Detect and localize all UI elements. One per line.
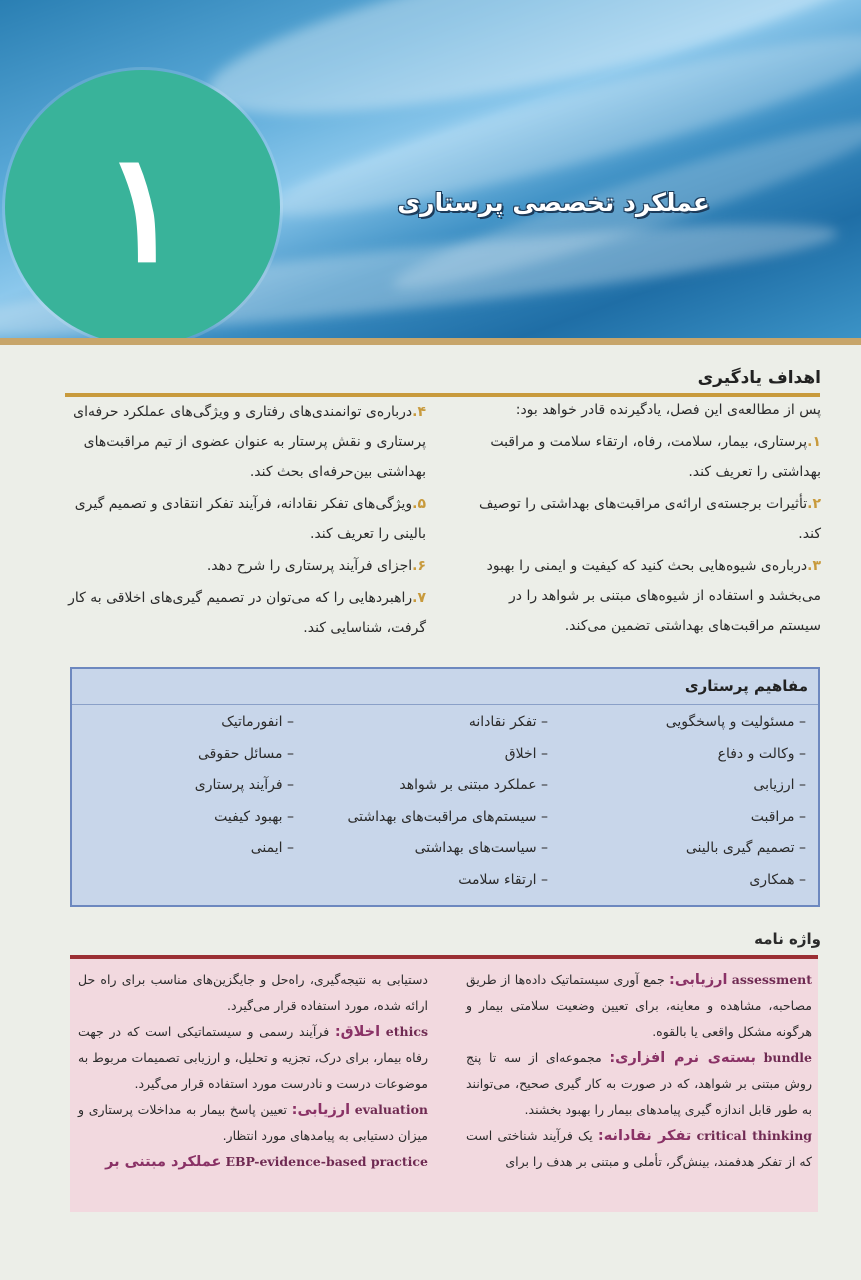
glossary-term-fa: عملکرد مبتنی بر xyxy=(105,1154,222,1170)
objective-number: ۲. xyxy=(807,496,821,512)
concept-item: – مسائل حقوقی xyxy=(198,745,294,762)
objective-text: درباره‌ی شیوه‌هایی بحث کنید که کیفیت و ایمنی را بهبود می‌بخشد و استفاده از شیوه‌های مبتنی بر شواهد را در سیستم مراقبت‌های بهداشتی تضمین می‌کند. xyxy=(486,558,821,634)
objective-item xyxy=(463,489,821,549)
glossary-term-fa: بسته‌ی نرم افزاری: xyxy=(609,1050,756,1066)
objective-number: ۴. xyxy=(412,404,426,420)
concept-item: – همکاری xyxy=(749,871,806,888)
concept-item: – مراقبت xyxy=(750,808,806,825)
objective-item xyxy=(463,551,821,641)
objective-text: اجزای فرآیند پرستاری را شرح دهد. xyxy=(206,558,413,574)
concept-item: – تفکر نقادانه xyxy=(468,714,548,730)
concept-item: – عملکرد مبتنی بر شواهد xyxy=(399,777,548,793)
concepts-box xyxy=(70,667,820,907)
concept-item: – وکالت و دفاع xyxy=(717,745,806,762)
glossary-entry xyxy=(78,1149,428,1175)
objective-item xyxy=(61,489,426,549)
objectives-intro: پس از مطالعه‌ی این فصل، یادگیرنده قادر خواهد بود: xyxy=(515,402,821,418)
glossary-term-fa: اخلاق: xyxy=(334,1024,381,1040)
concept-item: – انفورماتیک xyxy=(221,714,294,730)
glossary-continuation: دستیابی به نتیجه‌گیری، راه‌حل و جایگزین‌های مناسب برای راه حل ارائه شده، مورد استفاده قرار می‌گیرد. xyxy=(78,972,428,1013)
objective-number: ۶. xyxy=(412,558,426,574)
glossary-term-fa: ارزیابی: xyxy=(291,1102,351,1118)
concept-item: – سیستم‌های مراقبت‌های بهداشتی xyxy=(347,808,548,825)
concept-item: – سیاست‌های بهداشتی xyxy=(414,840,548,856)
glossary-term-fa: تفکر نقادانه: xyxy=(597,1128,692,1144)
objective-text: پرستاری، بیمار، سلامت، رفاه، ارتقاء سلامت و مراقبت بهداشتی را تعریف کند. xyxy=(490,434,821,480)
concept-item: – بهبود کیفیت xyxy=(214,808,294,825)
glossary-entry xyxy=(78,1019,428,1097)
glossary-column-left xyxy=(78,967,428,1175)
objective-text: راهبردهایی را که می‌توان در تصمیم گیری‌های اخلاقی به کار گرفت، شناسایی کند. xyxy=(68,590,426,636)
concepts-rule xyxy=(72,704,818,705)
objective-item xyxy=(61,583,426,643)
objective-text: درباره‌ی توانمندی‌های رفتاری و ویژگی‌های عملکرد حرفه‌ای پرستاری و نقش پرستار به عنوان عضوی از تیم مراقبت‌های بهداشتی بین‌حرفه‌ای بحث کند. xyxy=(73,404,426,480)
glossary-term-en: evaluation xyxy=(354,1102,428,1117)
glossary-entry xyxy=(466,967,812,1045)
concept-item: – ارتقاء سلامت xyxy=(458,871,548,888)
glossary-definition: مجموعه‌ای از سه تا پنج روش مبتنی بر شواهد، که در صورت به کار گیری صحیح، می‌توانند به طور قابل اندازه گیری پیامدهای بیمار را بهبود بخشند. xyxy=(466,1050,812,1117)
chapter-banner xyxy=(0,0,861,345)
objective-item xyxy=(61,551,426,581)
objective-text: تأثیرات برجسته‌ی ارائه‌ی مراقبت‌های بهداشتی را توصیف کند. xyxy=(479,496,821,542)
objectives-column-right xyxy=(463,427,821,643)
glossary-entry xyxy=(466,1123,812,1175)
glossary-term-en: EBP-evidence-based practice xyxy=(225,1154,428,1169)
glossary-definition: یک فرآیند شناختی است که از تفکر هدفمند، بینش‌گر، تأملی و مبتنی بر هدف را برای xyxy=(466,1128,812,1169)
glossary-definition: تعیین پاسخ بیمار به مداخلات پرستاری و میزان دستیابی به پیامدهای مورد انتظار. xyxy=(78,1102,428,1143)
objectives-column-left xyxy=(61,397,426,645)
glossary-term-en: assessment xyxy=(731,972,813,987)
glossary-heading: واژه نامه xyxy=(754,930,821,948)
glossary-term-en: bundle xyxy=(763,1050,812,1065)
glossary-term-en: ethics xyxy=(385,1024,428,1039)
glossary-term-en: critical thinking xyxy=(696,1128,813,1143)
objective-item xyxy=(61,397,426,487)
concept-item: – اخلاق xyxy=(504,745,548,762)
chapter-title: عملکرد تخصصی پرستاری xyxy=(397,188,710,217)
chapter-number-circle xyxy=(5,70,280,345)
glossary-box xyxy=(70,959,818,1212)
glossary-column-right xyxy=(466,967,812,1175)
concept-item: – فرآیند پرستاری xyxy=(194,777,294,793)
glossary-entry xyxy=(466,1045,812,1123)
objective-item xyxy=(463,427,821,487)
concepts-column-1 xyxy=(586,707,806,896)
chapter-number: ۱ xyxy=(102,119,183,296)
glossary-term-fa: ارزیابی: xyxy=(669,972,728,988)
concepts-heading: مفاهیم پرستاری xyxy=(684,677,808,695)
glossary-entry xyxy=(78,1097,428,1149)
concept-item: – ارزیابی xyxy=(753,777,806,793)
objective-text: ویژگی‌های تفکر نقادانه، فرآیند تفکر انتقادی و تصمیم گیری بالینی را تعریف کند. xyxy=(74,496,426,542)
objective-number: ۷. xyxy=(412,590,426,606)
concept-item: – ایمنی xyxy=(250,840,294,856)
objective-number: ۵. xyxy=(412,496,426,512)
concepts-column-3 xyxy=(84,707,294,865)
objectives-heading: اهداف یادگیری xyxy=(697,368,821,388)
concept-item: – تصمیم گیری بالینی xyxy=(685,840,806,856)
glossary-definition: جمع آوری سیستماتیک داده‌ها از طریق مصاحبه، مشاهده و معاینه، برای تعیین وضعیت سلامتی بیمار و هرگونه مشکل واقعی یا بالقوه. xyxy=(466,972,812,1039)
objective-number: ۱. xyxy=(807,434,821,450)
concepts-column-2 xyxy=(318,707,548,896)
objective-number: ۳. xyxy=(807,558,821,574)
banner-border xyxy=(0,338,861,345)
concept-item: – مسئولیت و پاسخگویی xyxy=(665,714,806,730)
glossary-definition: فرآیند رسمی و سیستماتیکی است که در جهت رفاه بیمار، برای درک، تجزیه و تحلیل، و ارزیابی تصمیمات مربوط به موضوعات درست و نادرست مورد استفاده قرار می‌گیرد. xyxy=(78,1024,428,1091)
